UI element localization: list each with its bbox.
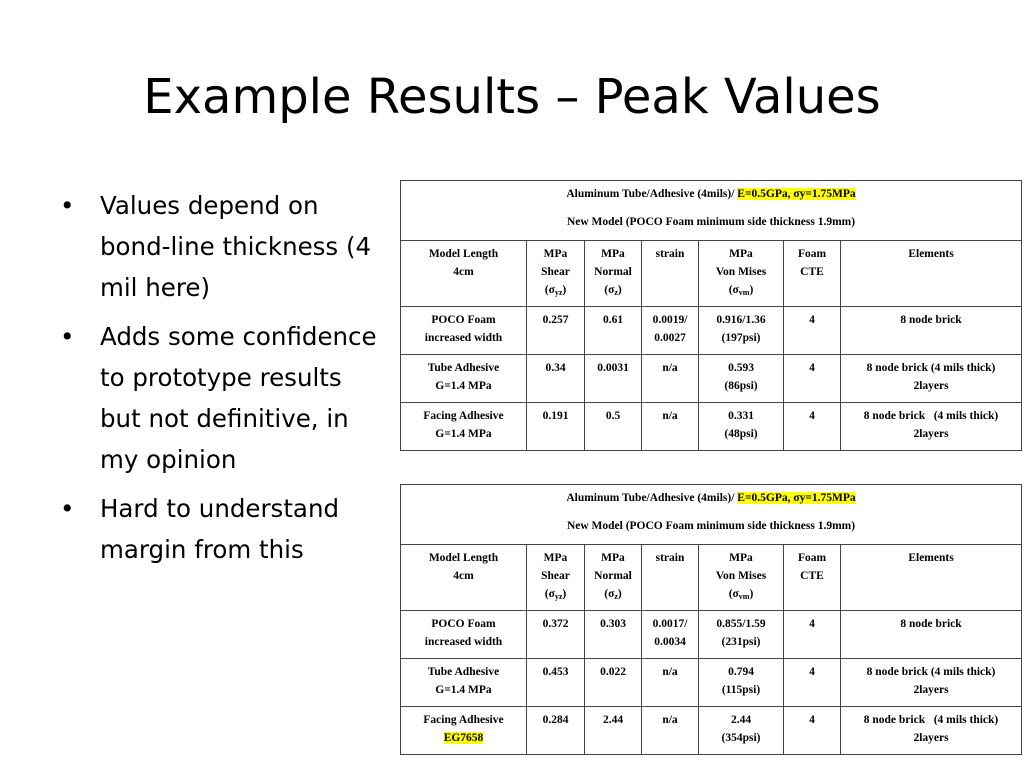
cell-shear: 0.191 (527, 403, 585, 451)
cell-elements: 8 node brick (841, 611, 1022, 659)
cell-normal: 0.5 (585, 403, 642, 451)
cell-elements: 8 node brick (4 mils thick) 2layers (841, 707, 1022, 755)
cell-shear: 0.284 (527, 707, 585, 755)
row-name: POCO Foam increased width (401, 611, 527, 659)
cell-shear: 0.453 (527, 659, 585, 707)
header-normal: MPa Normal $(\sigma_z)$ (585, 241, 642, 307)
name-highlight: EG7658 (443, 732, 484, 744)
header-shear: MPa Shear $(\sigma_{yz})$ (527, 545, 585, 611)
row-name: Facing Adhesive G=1.4 MPa (401, 403, 527, 451)
header-model-length: Model Length 4cm (401, 545, 527, 611)
cell-strain: n/a (642, 355, 699, 403)
caption-highlight: E=0.5GPa, σy=1.75MPa (737, 492, 856, 504)
cell-von-mises: 0.916/1.36 (197psi) (699, 307, 784, 355)
table-header-row (401, 545, 1022, 611)
table-row (401, 707, 1022, 755)
cell-strain: 0.0017/ 0.0034 (642, 611, 699, 659)
cell-strain: n/a (642, 707, 699, 755)
caption-subtitle: New Model (POCO Foam minimum side thickness 1.9mm) (566, 216, 856, 228)
table-caption-row (401, 181, 1022, 241)
header-von-mises: MPa Von Mises $(\sigma_{vm})$ (699, 545, 784, 611)
cell-cte: 4 (784, 307, 841, 355)
table-caption (401, 485, 1022, 545)
cell-cte: 4 (784, 611, 841, 659)
header-shear: MPa Shear $(\sigma_{yz})$ (527, 241, 585, 307)
row-name: Facing Adhesive EG7658 (401, 707, 527, 755)
table-row (401, 659, 1022, 707)
cell-normal: 2.44 (585, 707, 642, 755)
cell-shear: 0.257 (527, 307, 585, 355)
caption-subtitle: New Model (POCO Foam minimum side thickness 1.9mm) (566, 520, 856, 532)
bullet-item (60, 488, 390, 570)
results-table-2 (400, 484, 1022, 755)
table-row (401, 611, 1022, 659)
row-name: Tube Adhesive G=1.4 MPa (401, 355, 527, 403)
header-elements: Elements (841, 241, 1022, 307)
cell-von-mises: 0.794 (115psi) (699, 659, 784, 707)
cell-cte: 4 (784, 707, 841, 755)
cell-elements: 8 node brick (841, 307, 1022, 355)
cell-shear: 0.372 (527, 611, 585, 659)
bullet-item (60, 316, 390, 480)
cell-cte: 4 (784, 403, 841, 451)
cell-cte: 4 (784, 355, 841, 403)
bullet-list (60, 185, 390, 578)
table-caption (401, 181, 1022, 241)
bullet-text: Hard to understand margin from this (100, 494, 340, 564)
header-foam-cte: Foam CTE (784, 545, 841, 611)
table-row (401, 355, 1022, 403)
cell-normal: 0.022 (585, 659, 642, 707)
header-strain: strain (642, 545, 699, 611)
table-row (401, 307, 1022, 355)
cell-strain: n/a (642, 659, 699, 707)
bullet-text: Values depend on bond-line thickness (4 mil here) (100, 191, 372, 302)
cell-shear: 0.34 (527, 355, 585, 403)
bullet-text: Adds some confidence to prototype results but not definitive, in my opinion (100, 322, 377, 474)
row-name: POCO Foam increased width (401, 307, 527, 355)
header-elements: Elements (841, 545, 1022, 611)
cell-von-mises: 0.855/1.59 (231psi) (699, 611, 784, 659)
cell-normal: 0.0031 (585, 355, 642, 403)
cell-elements: 8 node brick (4 mils thick) 2layers (841, 355, 1022, 403)
bullet-icon: • (60, 191, 75, 220)
header-strain: strain (642, 241, 699, 307)
cell-elements: 8 node brick (4 mils thick) 2layers (841, 659, 1022, 707)
cell-von-mises: 2.44 (354psi) (699, 707, 784, 755)
cell-von-mises: 0.331 (48psi) (699, 403, 784, 451)
table-caption-row (401, 485, 1022, 545)
cell-normal: 0.303 (585, 611, 642, 659)
caption-text: Aluminum Tube/Adhesive (4mils)/ (566, 188, 735, 200)
bullet-icon: • (60, 322, 75, 351)
header-normal: MPa Normal $(\sigma_z)$ (585, 545, 642, 611)
header-von-mises: MPa Von Mises $(\sigma_{vm})$ (699, 241, 784, 307)
row-name: Tube Adhesive G=1.4 MPa (401, 659, 527, 707)
caption-highlight: E=0.5GPa, σy=1.75MPa (737, 188, 856, 200)
cell-strain: n/a (642, 403, 699, 451)
bullet-item (60, 185, 390, 308)
cell-von-mises: 0.593 (86psi) (699, 355, 784, 403)
cell-elements: 8 node brick (4 mils thick) 2layers (841, 403, 1022, 451)
slide-title: Example Results – Peak Values (143, 69, 881, 125)
cell-strain: 0.0019/ 0.0027 (642, 307, 699, 355)
cell-normal: 0.61 (585, 307, 642, 355)
caption-text: Aluminum Tube/Adhesive (4mils)/ (566, 492, 735, 504)
table-row (401, 403, 1022, 451)
results-table-1 (400, 180, 1022, 451)
table-header-row (401, 241, 1022, 307)
cell-cte: 4 (784, 659, 841, 707)
header-foam-cte: Foam CTE (784, 241, 841, 307)
bullet-icon: • (60, 494, 75, 523)
header-model-length: Model Length 4cm (401, 241, 527, 307)
